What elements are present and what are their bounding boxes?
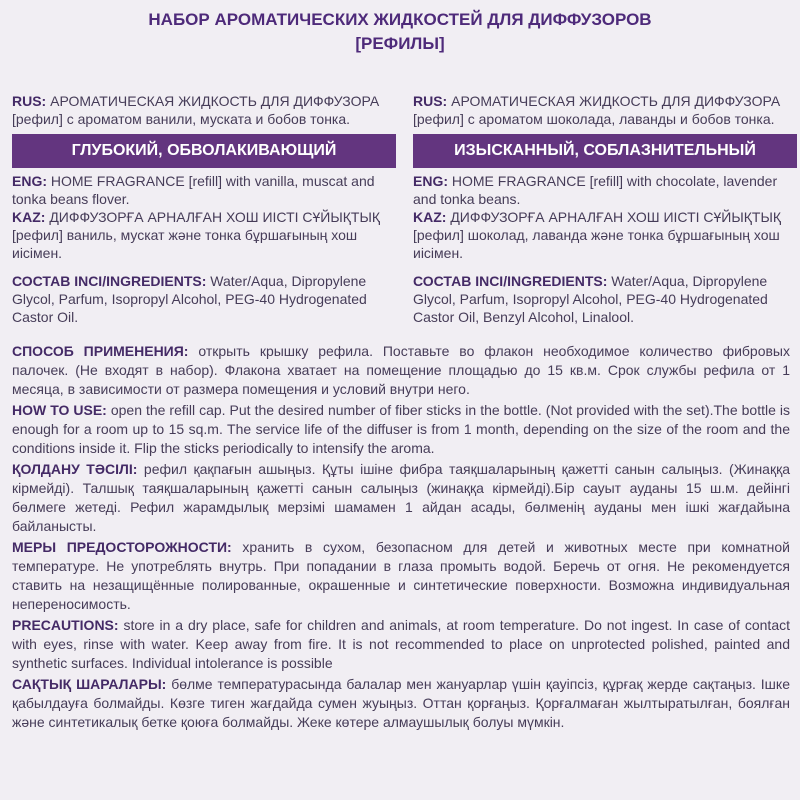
- precautions-en-text: store in a dry place, safe for children and animals, at room temperature. Do not ingest. In case of contact with eyes, rinse with water. Keep away from fire. It is not recommended to place on unprotected polished, painted and synthetic surfaces. Individual intolerance is possible: [12, 617, 790, 671]
- kaz-label: KAZ:: [12, 209, 46, 225]
- left-column: [12, 92, 396, 326]
- kaz-text: ДИФФУЗОРҒА АРНАЛҒАН ХОШ ИІСТІ СҰЙЫҚТЫҚ [рефил] шоколад, лаванда және тонка бұршағының хош иісімен.: [413, 209, 782, 261]
- rus-description: [12, 92, 396, 128]
- ingredients-label: СОСТАВ INCI/INGREDIENTS:: [413, 273, 608, 289]
- right-column: [413, 92, 797, 326]
- precautions-kz: [12, 675, 790, 732]
- rus-description: [413, 92, 797, 128]
- usage-kz: [12, 460, 790, 536]
- eng-label: ENG:: [413, 173, 448, 189]
- usage-ru: [12, 342, 790, 399]
- title-line-2: [РЕФИЛЫ]: [355, 34, 445, 53]
- precautions-kz-label: САҚТЫҚ ШАРАЛАРЫ:: [12, 676, 167, 692]
- usage-kz-text: рефил қақпағын ашыңыз. Құты ішіне фибра таяқшаларының қажетті санын салыңыз. (Жинаққа кірмейді). Талшық таяқшаларының қажетті санын салыңыз (жинаққа кірмейді).Бір сауыт ауданы 15 ш.м. дейінгі бөлмеге жетеді. Рефил жарамдылық мерзімі шамамен 1 айдан асады, бөлменің ауданы мен ішкі жағдайына байланысты.: [12, 461, 790, 534]
- precautions-kz-text: бөлме температурасында балалар мен жануарлар үшін қауіпсіз, құрғақ жерде сақтаңыз. Ішке қабылдауға болмайды. Көзге тиген жағдайда сумен жуыңыз. Оттан қорғаңыз. Қорғалмаған жылтыратылған, боялған және синтетикалық бетке қоюға болмайды. Жеке көтере алмаушылық болуы мүмкін.: [12, 676, 790, 730]
- rus-label: RUS:: [12, 93, 47, 109]
- ingredients-label: СОСТАВ INCI/INGREDIENTS:: [12, 273, 207, 289]
- kaz-description: [413, 208, 797, 262]
- precautions-ru-label: МЕРЫ ПРЕДОСТОРОЖНОСТИ:: [12, 539, 232, 555]
- kaz-description: [12, 208, 396, 262]
- usage-en-text: open the refill cap. Put the desired number of fiber sticks in the bottle. (Not provided with the set).The bottle is enough for a room up to 15 sq.m. The service life of the diffuser is from 1 month, depending on the size of the room and the conditions inside it. Flip the sticks periodically to intensify the aroma.: [12, 402, 790, 456]
- ingredients-text: Water/Aqua, Dipropylene Glycol, Parfum, Isopropyl Alcohol, PEG-40 Hydrogenated Castor Oil.: [12, 273, 367, 325]
- precautions-en-label: PRECAUTIONS:: [12, 617, 119, 633]
- rus-text: АРОМАТИЧЕСКАЯ ЖИДКОСТЬ ДЛЯ ДИФФУЗОРА [рефил] с ароматом шоколада, лаванды и бобов тонка.: [413, 93, 781, 127]
- usage-ru-label: СПОСОБ ПРИМЕНЕНИЯ:: [12, 343, 189, 359]
- usage-en: [12, 401, 790, 458]
- ingredients: [12, 272, 396, 326]
- eng-label: ENG:: [12, 173, 47, 189]
- eng-description: [413, 172, 797, 208]
- ingredients-text: Water/Aqua, Dipropylene Glycol, Parfum, Isopropyl Alcohol, PEG-40 Hydrogenated Castor Oil, Benzyl Alcohol, Linalool.: [413, 273, 768, 325]
- eng-text: HOME FRAGRANCE [refill] with chocolate, lavender and tonka beans.: [413, 173, 778, 207]
- kaz-label: KAZ:: [413, 209, 447, 225]
- title-line-1: НАБОР АРОМАТИЧЕСКИХ ЖИДКОСТЕЙ ДЛЯ ДИФФУЗОРОВ: [148, 10, 652, 29]
- usage-kz-label: ҚОЛДАНУ ТӘСІЛІ:: [12, 461, 138, 477]
- page-title: [0, 8, 800, 56]
- scent-band: ИЗЫСКАННЫЙ, СОБЛАЗНИТЕЛЬНЫЙ: [413, 134, 797, 168]
- precautions-en: [12, 616, 790, 673]
- rus-text: АРОМАТИЧЕСКАЯ ЖИДКОСТЬ ДЛЯ ДИФФУЗОРА [рефил] с ароматом ванили, муската и бобов тонка.: [12, 93, 380, 127]
- scent-band: ГЛУБОКИЙ, ОБВОЛАКИВАЮЩИЙ: [12, 134, 396, 168]
- rus-label: RUS:: [413, 93, 448, 109]
- eng-description: [12, 172, 396, 208]
- eng-text: HOME FRAGRANCE [refill] with vanilla, muscat and tonka beans flover.: [12, 173, 375, 207]
- precautions-ru-text: хранить в сухом, безопасном для детей и животных месте при комнатной температуре. Не употреблять внутрь. При попадании в глаза промыть водой. Беречь от огня. Не рекомендуется ставить на незащищённые полированные, окрашенные и синтетические поверхности. Возможна индивидуальная непереносимость.: [12, 539, 790, 612]
- usage-en-label: HOW TO USE:: [12, 402, 107, 418]
- precautions-ru: [12, 538, 790, 614]
- instructions-section: [12, 342, 790, 734]
- usage-ru-text: открыть крышку рефила. Поставьте во флакон необходимое количество фибровых палочек. (Не входят в набор). Флакона хватает на помещение площадью до 15 кв.м. Срок службы рефила от 1 месяца, в зависимости от размера помещения и условий внутри него.: [12, 343, 790, 397]
- ingredients: [413, 272, 797, 326]
- kaz-text: ДИФФУЗОРҒА АРНАЛҒАН ХОШ ИІСТІ СҰЙЫҚТЫҚ [рефил] ваниль, мускат және тонка бұршағының хош иісімен.: [12, 209, 381, 261]
